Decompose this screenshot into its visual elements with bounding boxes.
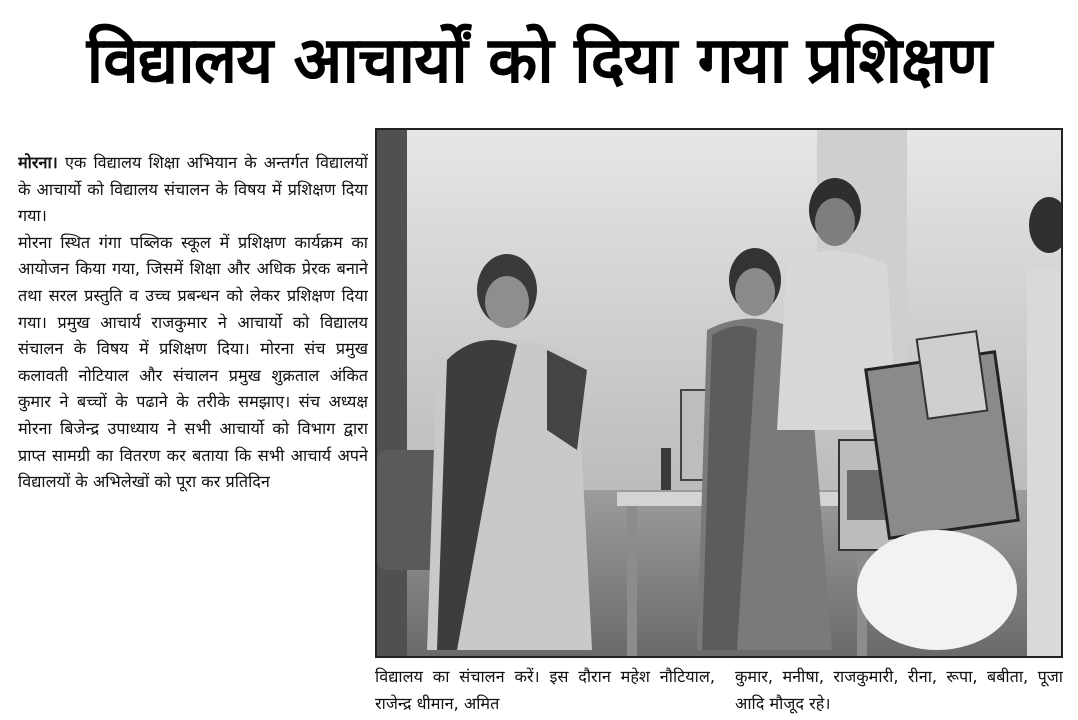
dateline: मोरना। xyxy=(18,153,58,172)
photo-sack xyxy=(857,530,1017,650)
news-photo xyxy=(375,128,1063,658)
photo-person-4 xyxy=(1027,270,1061,656)
article-paragraph-1 xyxy=(18,150,368,230)
headline: विद्यालय आचार्यों को दिया गया प्रशिक्षण xyxy=(86,24,992,98)
article-body xyxy=(18,150,368,718)
article-continuation-left: विद्यालय का संचालन करें। इस दौरान महेश नौटियाल, राजेन्द्र धीमान, अमित xyxy=(375,667,715,713)
photo-left-edge xyxy=(377,130,407,656)
paragraph-1-text: एक विद्यालय शिक्षा अभियान के अन्तर्गत विद्यालयों के आचार्यो को विद्यालय संचालन के विषय में प्रशिक्षण दिया गया। xyxy=(18,153,368,226)
article-continuation-right: कुमार, मनीषा, राजकुमारी, रीना, रूपा, बबीता, पूजा आदि मौजूद रहे। xyxy=(735,667,1063,713)
photo-illustration xyxy=(377,130,1061,656)
article-paragraph-2: मोरना स्थित गंगा पब्लिक स्कूल में प्रशिक्षण कार्यक्रम का आयोजन किया गया, जिसमें शिक्षा और अधिक प्रेरक बनाने तथा सरल प्रस्तुति व उच्च प्रबन्धन को लेकर प्रशिक्षण दिया गया। प्रमुख आचार्य राजकुमार ने आचार्यो को विद्यालय संचालन के विषय में प्रशिक्षण दिया। मोरना संच प्रमुख कलावती नोटियाल और संचालन प्रमुख शुक्रताल अंकित कुमार ने बच्चों के पढाने के तरीके समझाए। संच अध्यक्ष मोरना बिजेन्द्र उपाध्याय ने सभी आचार्यो को विभाग द्वारा प्राप्त सामग्री का वितरण कर बताया कि सभी आचार्य अपने विद्यालयों के अभिलेखों को पूरा कर प्रतिदिन xyxy=(18,232,368,492)
